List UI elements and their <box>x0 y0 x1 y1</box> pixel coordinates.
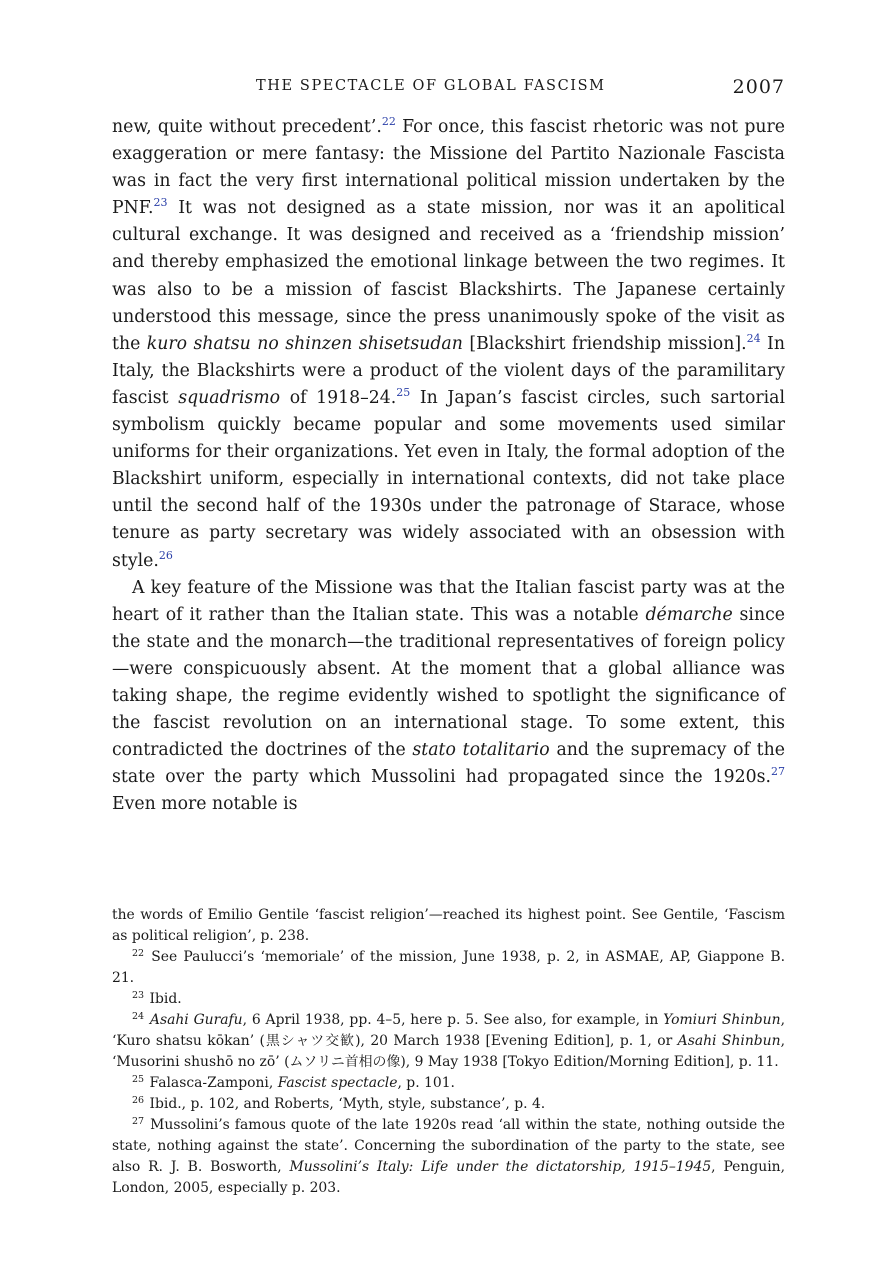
footnote-27: $^{27}$ Mussolini’s famous quote of the late 1920s read ‘all within the state, nothing outside the state, nothing against the state’. Concerning the subordination of the party to the state, see also R. J. B. Bosworth, Mussolini’s Italy: Life under the dictatorship, 1915–1945, Penguin, London, 2005, especially p. 203. <box>112 1116 786 1196</box>
footnote-number: 25 <box>132 1074 145 1085</box>
footnote-ref-24[interactable]: 24 <box>746 331 761 345</box>
footnote-carryover: the words of Emilio Gentile ‘fascist religion’—reached its highest point. See Gentile, ‘Fascism as political religion’, p. 238. <box>112 907 785 944</box>
paragraph-2: A key feature of the Missione was that the Italian fascist party was at the heart of it rather than the Italian state. This was a notable démarche since the state and the monarch—the traditional representatives of foreign policy—were conspicuously absent. At the moment that a global alliance was taking shape, the regime evidently wished to spotlight the significance of the fascist revolution on an international stage. To some extent, this contradicted the doctrines of the stato totalitario and the supremacy of the state over the party which Mussolini had propagated since the 1920s.$^{27}$ Even more notable is <box>112 577 785 815</box>
footnote-22: $^{22}$ See Paulucci’s ‘memoriale’ of the mission, June 1938, p. 2, in ASMAE, AP, Giappone B. 21. <box>112 948 785 986</box>
footnote-23: $^{23}$ Ibid. <box>132 990 182 1007</box>
italic-term: kuro shatsu no shinzen shisetsudan <box>146 333 463 354</box>
italic-term: démarche <box>645 604 733 625</box>
footnote-ref-22[interactable]: 22 <box>381 115 396 128</box>
footnote-number: 27 <box>132 1116 145 1127</box>
running-header <box>112 76 785 102</box>
footnote-ref-25[interactable]: 25 <box>396 385 411 399</box>
footnote-number: 26 <box>132 1095 145 1106</box>
footnote-number: 24 <box>132 1011 145 1022</box>
footnote-number: 23 <box>132 990 145 1001</box>
footnote-26: $^{26}$ Ibid., p. 102, and Roberts, ‘Myth, style, substance’, p. 4. <box>132 1095 546 1112</box>
footnote-ref-23[interactable]: 23 <box>153 196 168 210</box>
footnote-ref-26[interactable]: 26 <box>158 548 173 562</box>
italic-term: squadrismo <box>178 387 281 408</box>
footnote-24: $^{24}$ Asahi Gurafu, 6 April 1938, pp. 4–5, here p. 5. See also, for example, in Yomiuri Shinbun, ‘Kuro shatsu kōkan’ (黒シャツ交歓), 20 March 1938 [Evening Edition], p. 1, or Asahi Shinbun, ‘Musorini shushō no zō’ (ムソリニ首相の像), 9 May 1938 [Tokyo Edition/Morning Edition], p. 11. <box>112 1011 785 1070</box>
footnote-25: $^{25}$ Falasca-Zamponi, Fascist spectacle, p. 101. <box>132 1074 455 1091</box>
footnote-number: 22 <box>132 948 145 959</box>
italic-term: stato totalitario <box>412 740 550 761</box>
main-text <box>112 114 785 818</box>
footnotes <box>112 905 785 1199</box>
paragraph-1: new, quite without precedent’.$^{22}$ For once, this fascist rhetoric was not pure exaggeration or mere fantasy: the Missione del Partito Nazionale Fascista was in fact the very first international political mission undertaken by the PNF.$^{23}$ It was not designed as a state mission, nor was it an apolitical cultural exchange. It was designed and received as a ‘friendship mission’ and thereby emphasized the emotional linkage between the two regimes. It was also to be a mission of fascist Blackshirts. The Japanese certainly understood this message, since the press unanimously spoke of the visit as the kuro shatsu no shinzen shisetsudan [Blackshirt friendship mission].$^{24}$ In Italy, the Blackshirts were a product of the violent days of the paramilitary fascist squadrismo of 1918–24.25 In Japan’s fascist circles, such sartorial symbolism quickly became popular and some movements used similar uniforms for their organizations. Yet even in Italy, the formal adoption of the Blackshirt uniform, especially in international contexts, did not take place until the second half of the 1930s under the patronage of Starace, whose tenure as party secretary was widely associated with an obsession with style.$^{26}$ <box>112 115 786 571</box>
running-title: THE SPECTACLE OF GLOBAL FASCISM <box>256 78 606 94</box>
footnote-ref-27[interactable]: 27 <box>771 765 785 779</box>
page-number: 2007 <box>732 76 785 98</box>
